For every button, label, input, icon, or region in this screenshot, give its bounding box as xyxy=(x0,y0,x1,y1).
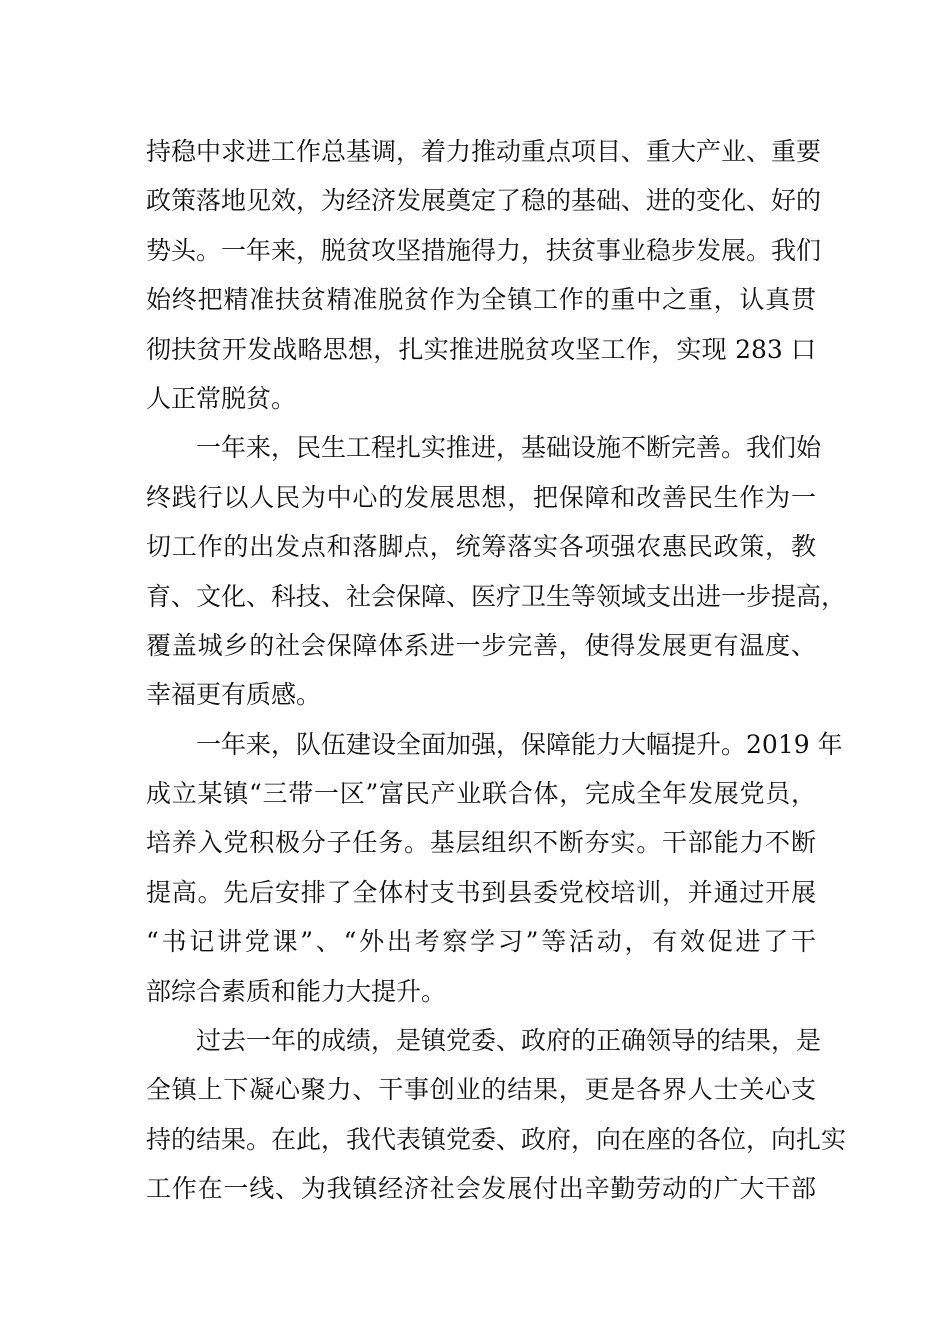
text-line: 工作在一线、为我镇经济社会发展付出辛勤劳动的广大干部 xyxy=(146,1174,816,1204)
text-line: 持的结果。在此，我代表镇党委、政府，向在座的各位，向扎实 xyxy=(146,1124,847,1154)
text-line: 人正常脱贫。 xyxy=(146,383,297,413)
text-line: 始终把精准扶贫精准脱贫作为全镇工作的重中之重，认真贯 xyxy=(146,285,816,315)
text-line: 培养入党积极分子任务。基层组织不断夯实。干部能力不断 xyxy=(146,828,816,858)
text-line: 覆盖城乡的社会保障体系进一步完善，使得发展更有温度、 xyxy=(146,630,816,660)
text-line: 部综合素质和能力大提升。 xyxy=(146,976,447,1006)
text-line: 幸福更有质感。 xyxy=(146,680,322,710)
text-line: 政策落地见效，为经济发展奠定了稳的基础、进的变化、好的 xyxy=(146,186,822,216)
paragraph-4 xyxy=(146,1016,847,1214)
text-line: 提高。先后安排了全体村支书到县委党校培训，并通过开展 xyxy=(146,877,816,907)
text-line: 势头。一年来，脱贫攻坚措施得力，扶贫事业稳步发展。我们 xyxy=(146,235,822,265)
text-line: 彻扶贫开发战略思想，扎实推进脱贫攻坚工作，实现 283 口 xyxy=(146,334,816,364)
text-line: 成立某镇“三带一区”富民产业联合体，完成全年发展党员， xyxy=(146,779,816,809)
text-line: “书记讲党课”、“外出考察学习”等活动，有效促进了干 xyxy=(146,927,816,957)
text-line: 终践行以人民为中心的发展思想，把保障和改善民生作为一 xyxy=(146,482,816,512)
text-line: 持稳中求进工作总基调，着力推动重点项目、重大产业、重要 xyxy=(146,137,822,166)
text-line: 一年来，队伍建设全面加强，保障能力大幅提升。2019 年 xyxy=(196,729,843,759)
text-line: 过去一年的成绩，是镇党委、政府的正确领导的结果，是 xyxy=(196,1026,822,1056)
text-line: 切工作的出发点和落脚点，统筹落实各项强农惠民政策，教 xyxy=(146,532,816,562)
paragraph-3 xyxy=(146,720,843,1016)
text-line: 育、文化、科技、社会保障、医疗卫生等领域支出进一步提高， xyxy=(146,581,847,611)
paragraph-1 xyxy=(146,127,822,423)
paragraph-2 xyxy=(146,423,847,719)
document-page xyxy=(146,127,847,1214)
text-line: 全镇上下凝心聚力、干事创业的结果，更是各界人士关心支 xyxy=(146,1075,816,1105)
text-line: 一年来，民生工程扎实推进，基础设施不断完善。我们始 xyxy=(196,433,822,463)
